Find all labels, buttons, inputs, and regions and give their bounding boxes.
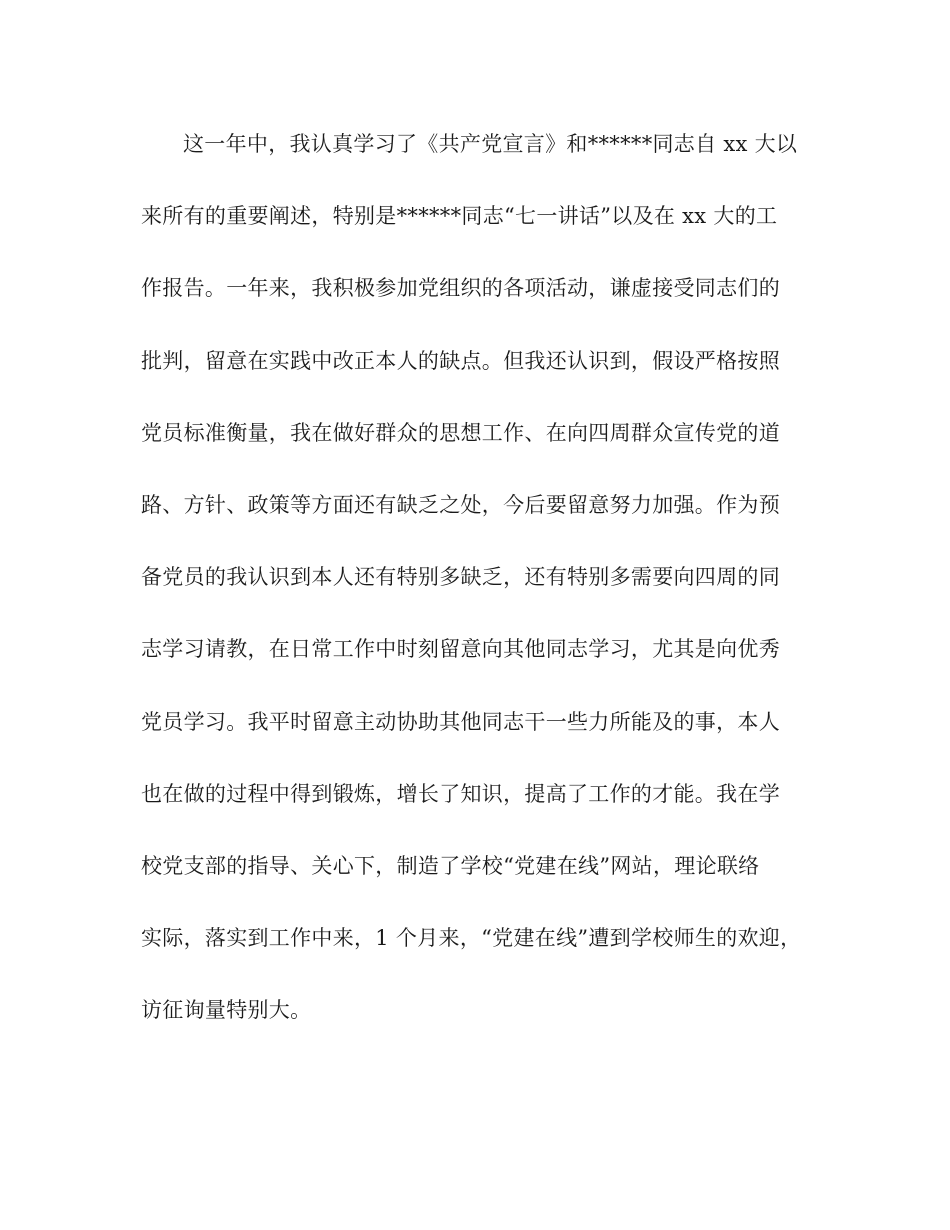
- paragraph-line: 也在做的过程中得到锻炼，增长了知识，提高了工作的才能。我在学: [141, 781, 780, 806]
- paragraph-line: 志学习请教，在日常工作中时刻留意向其他同志学习，尤其是向优秀: [141, 637, 780, 662]
- paragraph-line: 这一年中，我认真学习了《共产党宣言》和******同志自 xx 大以: [183, 132, 798, 156]
- paragraph-line: 备党员的我认识到本人还有特别多缺乏，还有特别多需要向四周的同: [141, 565, 780, 590]
- paragraph-line: 实际，落实到工作中来，1 个月来，“党建在线”遭到学校师生的欢迎，: [141, 926, 802, 951]
- paragraph-line: 路、方针、政策等方面还有缺乏之处，今后要留意努力加强。作为预: [141, 492, 780, 517]
- paragraph-line: 党员学习。我平时留意主动协助其他同志干一些力所能及的事，本人: [141, 709, 780, 734]
- body-paragraph: [141, 122, 821, 1060]
- paragraph-line: 来所有的重要阐述，特别是******同志“七一讲话”以及在 xx 大的工: [141, 204, 778, 229]
- paragraph-line: 校党支部的指导、关心下，制造了学校“党建在线”网站，理论联络: [141, 853, 760, 878]
- paragraph-line: 批判，留意在实践中改正本人的缺点。但我还认识到，假设严格按照: [141, 348, 780, 373]
- paragraph-line: 作报告。一年来，我积极参加党组织的各项活动，谦虚接受同志们的: [141, 276, 780, 301]
- paragraph-line: 访征询量特别大。: [141, 998, 312, 1023]
- paragraph-line: 党员标准衡量，我在做好群众的思想工作、在向四周群众宣传党的道: [141, 420, 780, 445]
